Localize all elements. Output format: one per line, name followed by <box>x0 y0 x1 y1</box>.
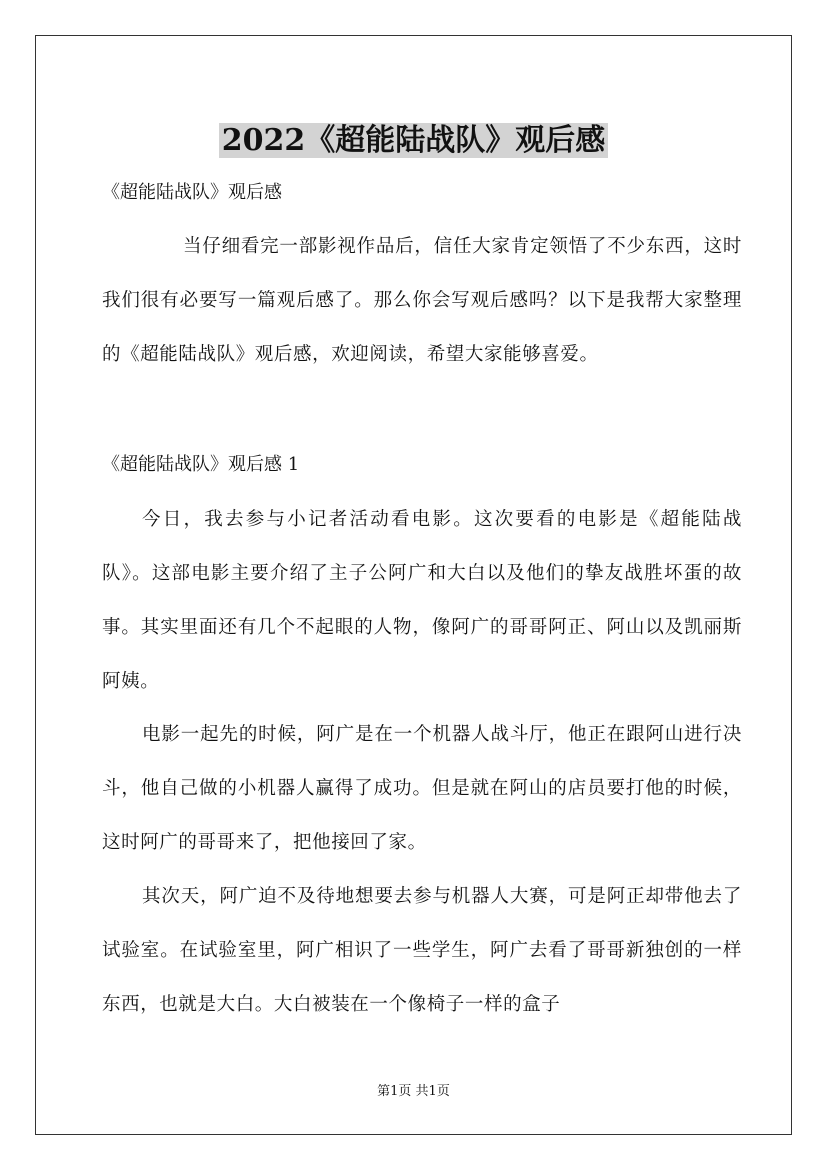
page-footer: 第1页 共1页 <box>377 1084 450 1099</box>
intro-paragraph: 当仔细看完一部影视作品后，信任大家肯定领悟了不少东西，这时我们很有必要写一篇观后感了。那么你会写观后感吗？以下是我帮大家整理的《超能陆战队》观后感，欢迎阅读，希望大家能够喜爱。 <box>102 236 742 365</box>
section-heading: 《超能陆战队》观后感 1 <box>102 454 300 475</box>
document-title <box>0 120 827 162</box>
document-subtitle: 《超能陆战队》观后感 <box>102 182 282 203</box>
body-paragraph-2: 电影一起先的时候，阿广是在一个机器人战斗厅，他正在跟阿山进行决斗，他自己做的小机器人赢得了成功。但是就在阿山的店员要打他的时候，这时阿广的哥哥来了，把他接回了家。 <box>102 724 742 853</box>
body-paragraph-1: 今日，我去参与小记者活动看电影。这次要看的电影是《超能陆战队》。这部电影主要介绍了主子公阿广和大白以及他们的挚友战胜坏蛋的故事。其实里面还有几个不起眼的人物，像阿广的哥哥阿正、阿山以及凯丽斯阿姨。 <box>102 509 742 692</box>
body-paragraph-3: 其次天，阿广迫不及待地想要去参与机器人大赛，可是阿正却带他去了试验室。在试验室里，阿广相识了一些学生，阿广去看了哥哥新独创的一样东西，也就是大白。大白被装在一个像椅子一样的盒子 <box>102 886 742 1015</box>
document-title-text: 2022《超能陆战队》观后感 <box>219 123 609 158</box>
